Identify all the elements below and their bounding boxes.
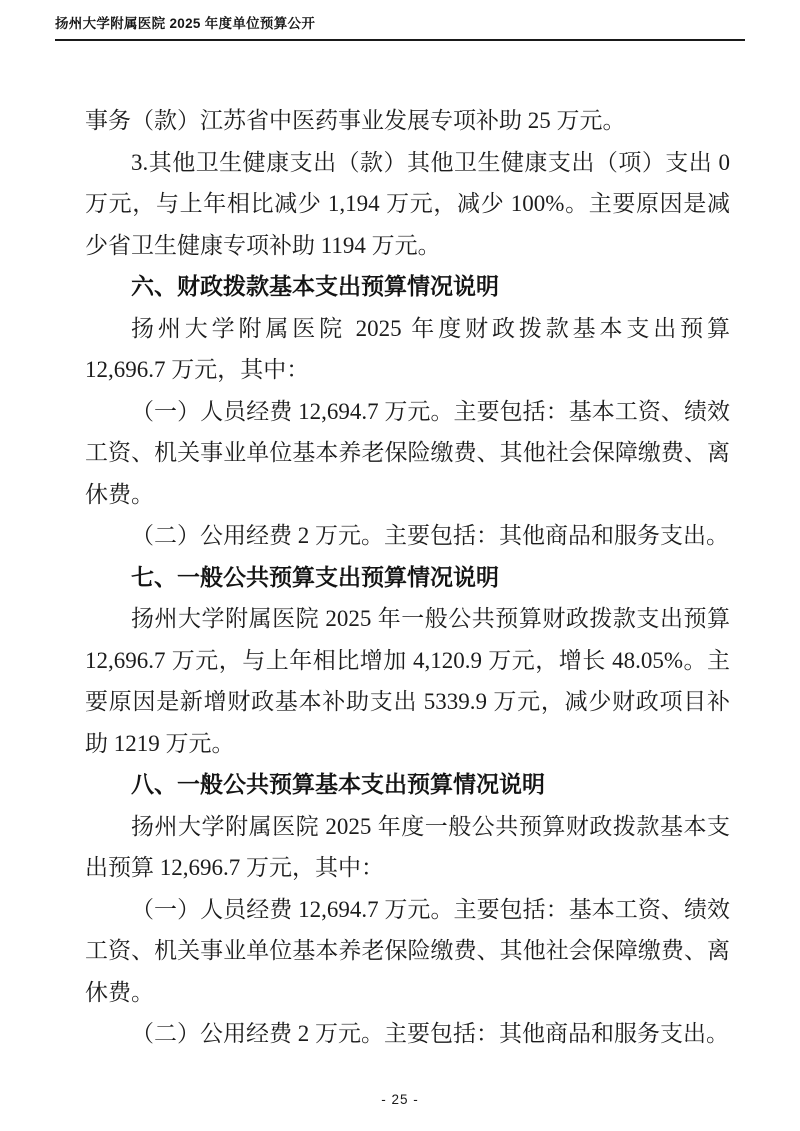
page-number: - 25 - (381, 1092, 419, 1107)
paragraph-section6-intro: 扬州大学附属医院 2025 年度财政拨款基本支出预算 12,696.7 万元，其中： (85, 315, 730, 382)
document-header-title: 扬州大学附属医院 2025 年度单位预算公开 (55, 16, 316, 31)
section-heading-8-general-public-budget-basic-expenditure: 八、一般公共预算基本支出预算情况说明 (131, 771, 545, 797)
section-heading-6-fiscal-basic-expenditure: 六、财政拨款基本支出预算情况说明 (131, 273, 499, 299)
paragraph-section8-public-funds: （二）公用经费 2 万元。主要包括：其他商品和服务支出。 (131, 1021, 729, 1046)
document-header (55, 0, 745, 41)
paragraph-carryover: 事务（款）江苏省中医药事业发展专项补助 25 万元。 (85, 108, 626, 133)
header-divider (55, 39, 745, 41)
paragraph-section8-intro: 扬州大学附属医院 2025 年度一般公共预算财政拨款基本支出预算 12,696.7 万元，其中： (85, 813, 730, 880)
paragraph-section7-body: 扬州大学附属医院 2025 年一般公共预算财政拨款支出预算 12,696.7 万元，与上年相比增加 4,120.9 万元，增长 48.05%。主要原因是新增财政基本补助支出 5339.9 万元，减少财政项目补助 1219 万元。 (85, 606, 730, 756)
paragraph-section6-personnel-funds: （一）人员经费 12,694.7 万元。主要包括：基本工资、绩效工资、机关事业单位基本养老保险缴费、其他社会保障缴费、离休费。 (85, 398, 730, 507)
section-heading-7-general-public-budget-expenditure: 七、一般公共预算支出预算情况说明 (131, 563, 499, 590)
paragraph-section8-personnel-funds: （一）人员经费 12,694.7 万元。主要包括：基本工资、绩效工资、机关事业单位基本养老保险缴费、其他社会保障缴费、离休费。 (85, 896, 730, 1005)
paragraph-item3-other-health-expenditure: 3.其他卫生健康支出（款）其他卫生健康支出（项）支出 0 万元，与上年相比减少 1,194 万元，减少 100%。主要原因是减少省卫生健康专项补助 1194 万元。 (85, 149, 730, 258)
document-footer (0, 1091, 800, 1109)
document-body (85, 100, 730, 1055)
paragraph-section6-public-funds: （二）公用经费 2 万元。主要包括：其他商品和服务支出。 (131, 523, 729, 548)
